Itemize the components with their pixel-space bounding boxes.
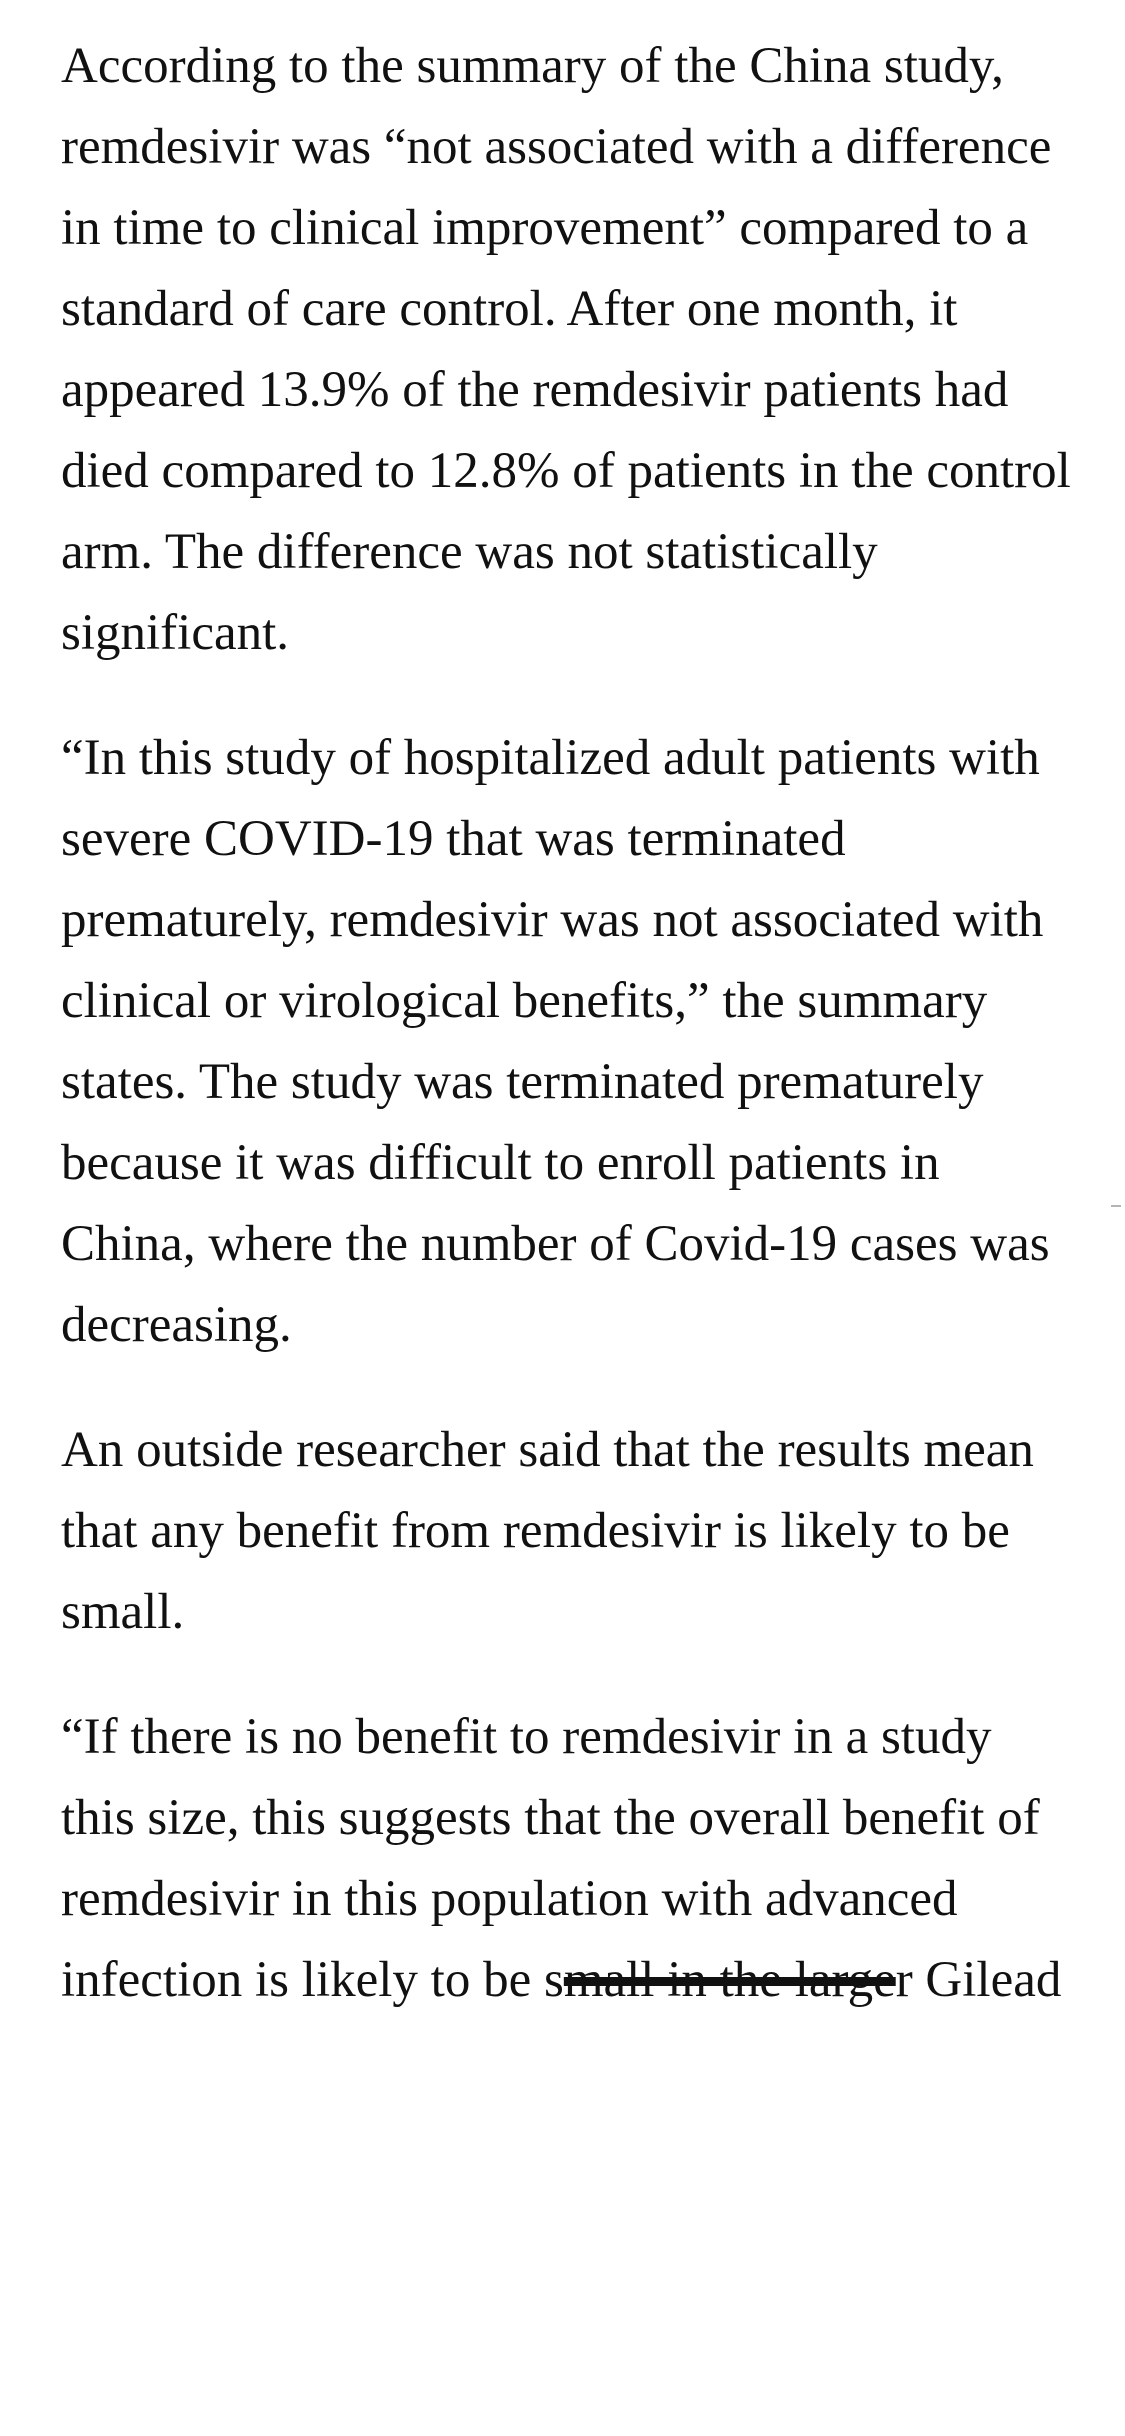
paragraph-outside-researcher: An outside researcher said that the results mean that any benefit from remdesivir is likely to be small.: [61, 1422, 1034, 1640]
paragraph-study-summary: According to the summary of the China study, remdesivir was “not associated with a difference in time to clinical improvement” compared to a standard of care control. After one month, it appeared 13.9% of the remdesivir patients had died compared to 12.8% of patients in the control arm. The difference was not statistically significant.: [61, 38, 1071, 661]
scroll-indicator: [1111, 1205, 1121, 1207]
paragraph-summary-quote: “In this study of hospitalized adult patients with severe COVID-19 that was terminated prematurely, remdesivir was not associated with clinical or virological benefits,” the summary states. The study was terminated prematurely because it was difficult to enroll patients in China, where the number of Covid-19 cases was decreasing.: [61, 730, 1050, 1353]
quote-text-end: r Gilead: [895, 1952, 1062, 2008]
quote-text-start: “If there is no benefit to remdesivir in a study this size, this suggests that the overall benefit of remdesivir in this population with advanced infection is likely to be s: [61, 1709, 1040, 2008]
struck-through-text: mall in the large: [563, 1952, 896, 2008]
paragraph-benefit-quote: [61, 1697, 1075, 2021]
